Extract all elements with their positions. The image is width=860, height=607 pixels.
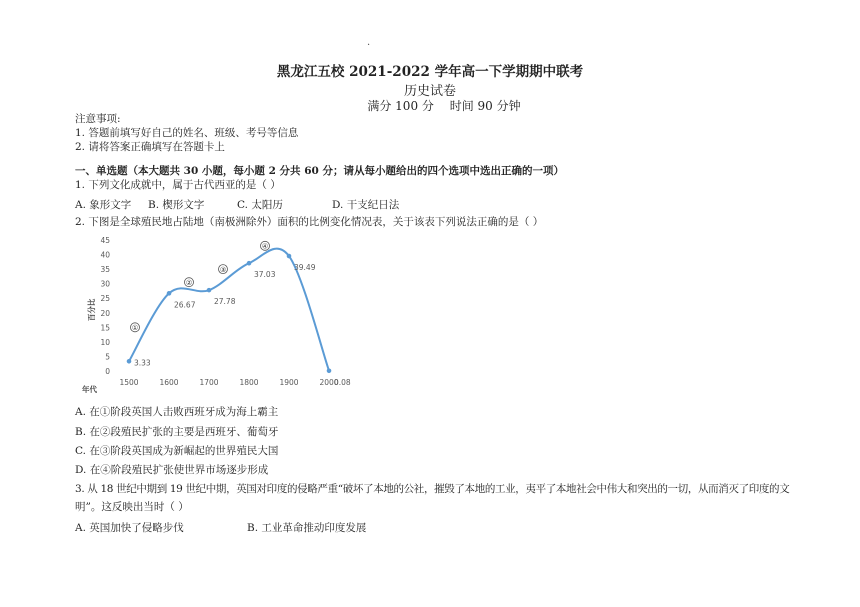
exam-meta (0, 97, 860, 114)
y-tick-label: 30 (100, 279, 110, 289)
x-tick-label: 1700 (199, 378, 219, 387)
data-point (167, 291, 172, 296)
data-point (287, 254, 292, 259)
question-3-option: A. 英国加快了侵略步伐 (75, 522, 184, 534)
section-heading: 一、单选题（本大题共 30 小题，每小题 2 分共 60 分；请从每小题给出的四个选项中选出正确的一项） (75, 165, 564, 177)
exam-score: 满分 100 分 (367, 99, 434, 113)
notice-heading: 注意事项: (75, 113, 121, 125)
data-label: 26.67 (174, 300, 196, 310)
x-tick-label: 1500 (119, 378, 139, 387)
data-label: 3.33 (134, 358, 151, 368)
question-2-option: A. 在①阶段英国人击败西班牙成为海上霸主 (75, 406, 279, 418)
question-1-options (75, 197, 399, 212)
question-1-option: C. 太阳历 (237, 199, 283, 211)
data-label: 37.03 (254, 270, 276, 280)
exam-subject: 历史试卷 (403, 84, 456, 99)
question-2-option: C. 在③阶段英国成为新崛起的世界殖民大国 (75, 445, 279, 457)
x-tick-label: 1900 (279, 378, 299, 387)
data-point (127, 359, 132, 364)
notice-item: 2. 请将答案正确填写在答题卡上 (75, 141, 225, 153)
question-1-stem: 1. 下列文化成就中，属于古代西亚的是（ ） (75, 179, 281, 191)
data-point (327, 368, 332, 373)
y-axis-label: 百分比 (87, 298, 96, 322)
question-3-stem-line1: 3. 从 18 世纪中期到 19 世纪中期，英国对印度的侵略严重“破坏了本地的公社，摧毁了本地的工业，夷平了本地社会中伟大和突出的一切，从而消灭了印度的文 (75, 483, 790, 495)
notice-item: 1. 答题前填写好自己的姓名、班级、考号等信息 (75, 127, 299, 139)
question-1-option: B. 楔形文字 (148, 199, 205, 211)
exam-time: 时间 90 分钟 (449, 99, 521, 113)
header-dot: · (367, 40, 371, 51)
stage-marker: ① (131, 324, 139, 333)
data-label: 27.78 (214, 297, 236, 307)
stage-marker: ③ (219, 265, 227, 274)
y-tick-label: 15 (100, 323, 110, 333)
question-1-option: D. 干支纪日法 (332, 199, 400, 211)
y-tick-label: 35 (100, 265, 110, 275)
question-2-option: B. 在②段殖民扩张的主要是西班牙、葡萄牙 (75, 426, 279, 438)
data-label: 0.08 (334, 377, 351, 387)
stage-marker: ② (185, 279, 193, 288)
y-tick-label: 45 (100, 236, 110, 245)
question-3-stem-line2: 明”。这反映出当时（ ） (75, 501, 189, 513)
y-tick-label: 5 (105, 352, 110, 362)
question-3-options (75, 520, 366, 535)
y-tick-label: 0 (105, 367, 110, 376)
y-tick-label: 25 (100, 294, 110, 304)
x-tick-label: 1600 (159, 378, 179, 387)
colony-ratio-chart (80, 233, 360, 395)
question-2-option: D. 在④阶段殖民扩张使世界市场逐步形成 (75, 464, 269, 476)
x-tick-label: 1800 (239, 378, 259, 387)
stage-marker: ④ (261, 242, 269, 251)
data-label: 39.49 (294, 263, 316, 273)
question-2-stem: 2. 下图是全球殖民地占陆地（南极洲除外）面积的比例变化情况表，关于该表下列说法正确的是（ ） (75, 216, 544, 228)
data-point (207, 288, 212, 293)
y-tick-label: 10 (100, 337, 110, 347)
exam-title: 黑龙江五校 2021-2022 学年高一下学期期中联考 (276, 64, 584, 80)
question-1-option: A. 象形文字 (75, 199, 132, 211)
data-point (247, 261, 252, 266)
x-axis-label: 年代 (82, 385, 97, 394)
y-tick-label: 20 (100, 308, 110, 318)
y-tick-label: 40 (100, 250, 110, 260)
question-3-option: B. 工业革命推动印度发展 (247, 522, 367, 534)
x-tick-label: 2000 (319, 378, 339, 387)
